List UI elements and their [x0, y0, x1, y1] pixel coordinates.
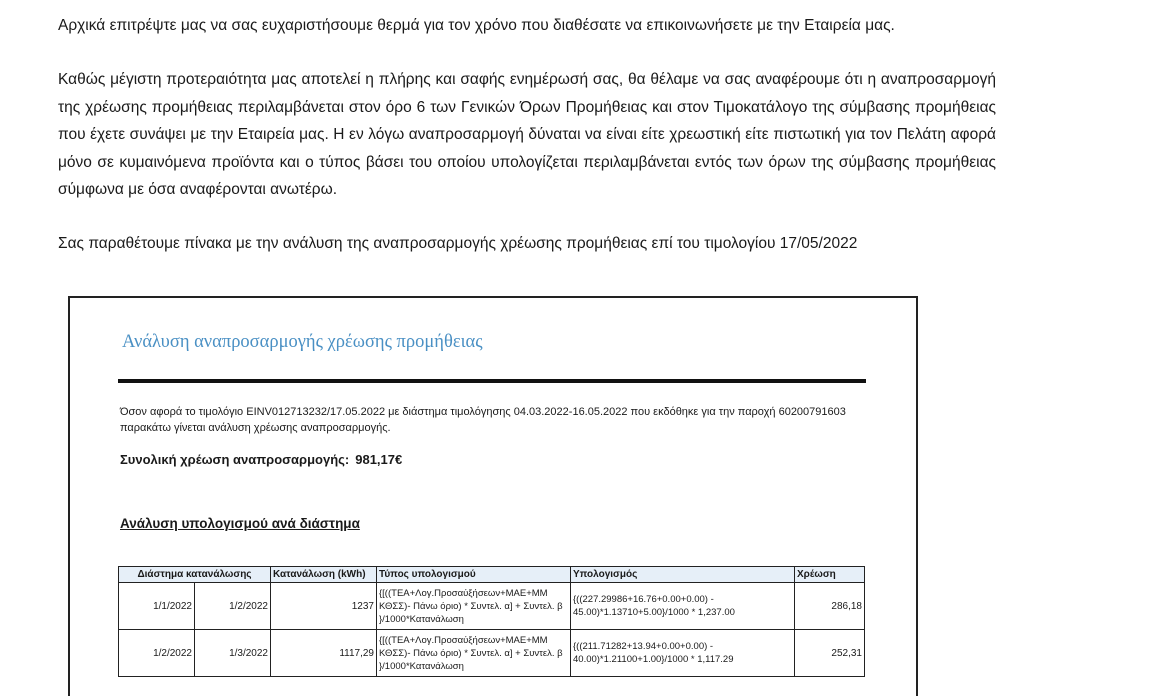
period-from: 1/1/2022 — [119, 583, 195, 630]
email-paragraph-2: Καθώς μέγιστη προτεραιότητα μας αποτελεί η πλήρης και σαφής ενημέρωσή σας, θα θέλαμε να σας αναφέρουμε ότι η αναπροσαρμογή της χρέωσης προμήθειας περιλαμβάνεται στον όρο 6 των Γενικών Όρων Προμήθειας και στον Τιμοκατάλογο της σύμβασης προμήθειας που έχετε συνάψει με την Εταιρεία μας. Η εν λόγω αναπροσαρμογή δύναται να είναι είτε χρεωστική είτε πιστωτική για τον Πελάτη αφορά μόνο σε κυμαινόμενα προϊόντα και ο τύπος βάσει του οποίου υπολογίζεται περιλαμβάνεται εντός των όρων της σύμβασης προμήθειας σύμφωνα με όσα αναφέρονται ανωτέρω. — [58, 71, 996, 198]
embedded-document — [68, 296, 918, 696]
consumption-value: 1237 — [271, 583, 377, 630]
table-header-row — [119, 567, 865, 583]
header-charge: Χρέωση — [795, 567, 865, 583]
period-to: 1/2/2022 — [195, 583, 271, 630]
title-divider — [118, 379, 866, 383]
email-paragraph-3: Σας παραθέτουμε πίνακα με την ανάλυση της αναπροσαρμογής χρέωσης προμήθειας επί του τιμολογίου 17/05/2022 — [58, 235, 858, 252]
total-label: Συνολική χρέωση αναπροσαρμογής: — [120, 452, 350, 467]
email-paragraph-1: Αρχικά επιτρέψτε μας να σας ευχαριστήσουμε θερμά για τον χρόνο που διαθέσατε να επικοινωνήσετε με την Εταιρεία μας. — [58, 17, 895, 34]
period-from: 1/2/2022 — [119, 630, 195, 677]
document-intro: Όσον αφορά το τιμολόγιο EINV012713232/17.05.2022 με διάστημα τιμολόγησης 04.03.2022-16.05.2022 που εκδόθηκε για την παροχή 60200791603 παρακάτω γίνεται ανάλυση χρέωσης αναπροσαρμογής. — [120, 406, 846, 434]
total-charge — [120, 452, 402, 467]
calculation-type: {[((ΤΕΑ+Λογ.Προσαύξήσεων+ΜΑΕ+ΜΜ ΚΘΣΣ)- Πάνω όριο) * Συντελ. α] + Συντελ. β }/1000*Κατανάλωση — [377, 583, 571, 630]
header-consumption: Κατανάλωση (kWh) — [271, 567, 377, 583]
table-row — [119, 583, 865, 630]
calculation-value: {((227.29986+16.76+0.00+0.00) - 45.00)*1.13710+5.00}/1000 * 1,237.00 — [571, 583, 795, 630]
header-period: Διάστημα κατανάλωσης — [119, 567, 271, 583]
consumption-value: 1117,29 — [271, 630, 377, 677]
calculation-subtitle: Ανάλυση υπολογισμού ανά διάστημα — [120, 516, 360, 531]
table-row — [119, 630, 865, 677]
document-title: Ανάλυση αναπροσαρμογής χρέωσης προμήθειας — [122, 332, 483, 352]
charge-value: 252,31 — [795, 630, 865, 677]
calculation-table — [118, 566, 865, 677]
header-calculation: Υπολογισμός — [571, 567, 795, 583]
period-to: 1/3/2022 — [195, 630, 271, 677]
header-type: Τύπος υπολογισμού — [377, 567, 571, 583]
charge-value: 286,18 — [795, 583, 865, 630]
calculation-value: {((211.71282+13.94+0.00+0.00) - 40.00)*1.21100+1.00}/1000 * 1,117.29 — [571, 630, 795, 677]
calculation-type: {[((ΤΕΑ+Λογ.Προσαύξήσεων+ΜΑΕ+ΜΜ ΚΘΣΣ)- Πάνω όριο) * Συντελ. α] + Συντελ. β }/1000*Κατανάλωση — [377, 630, 571, 677]
total-value: 981,17€ — [355, 452, 403, 467]
